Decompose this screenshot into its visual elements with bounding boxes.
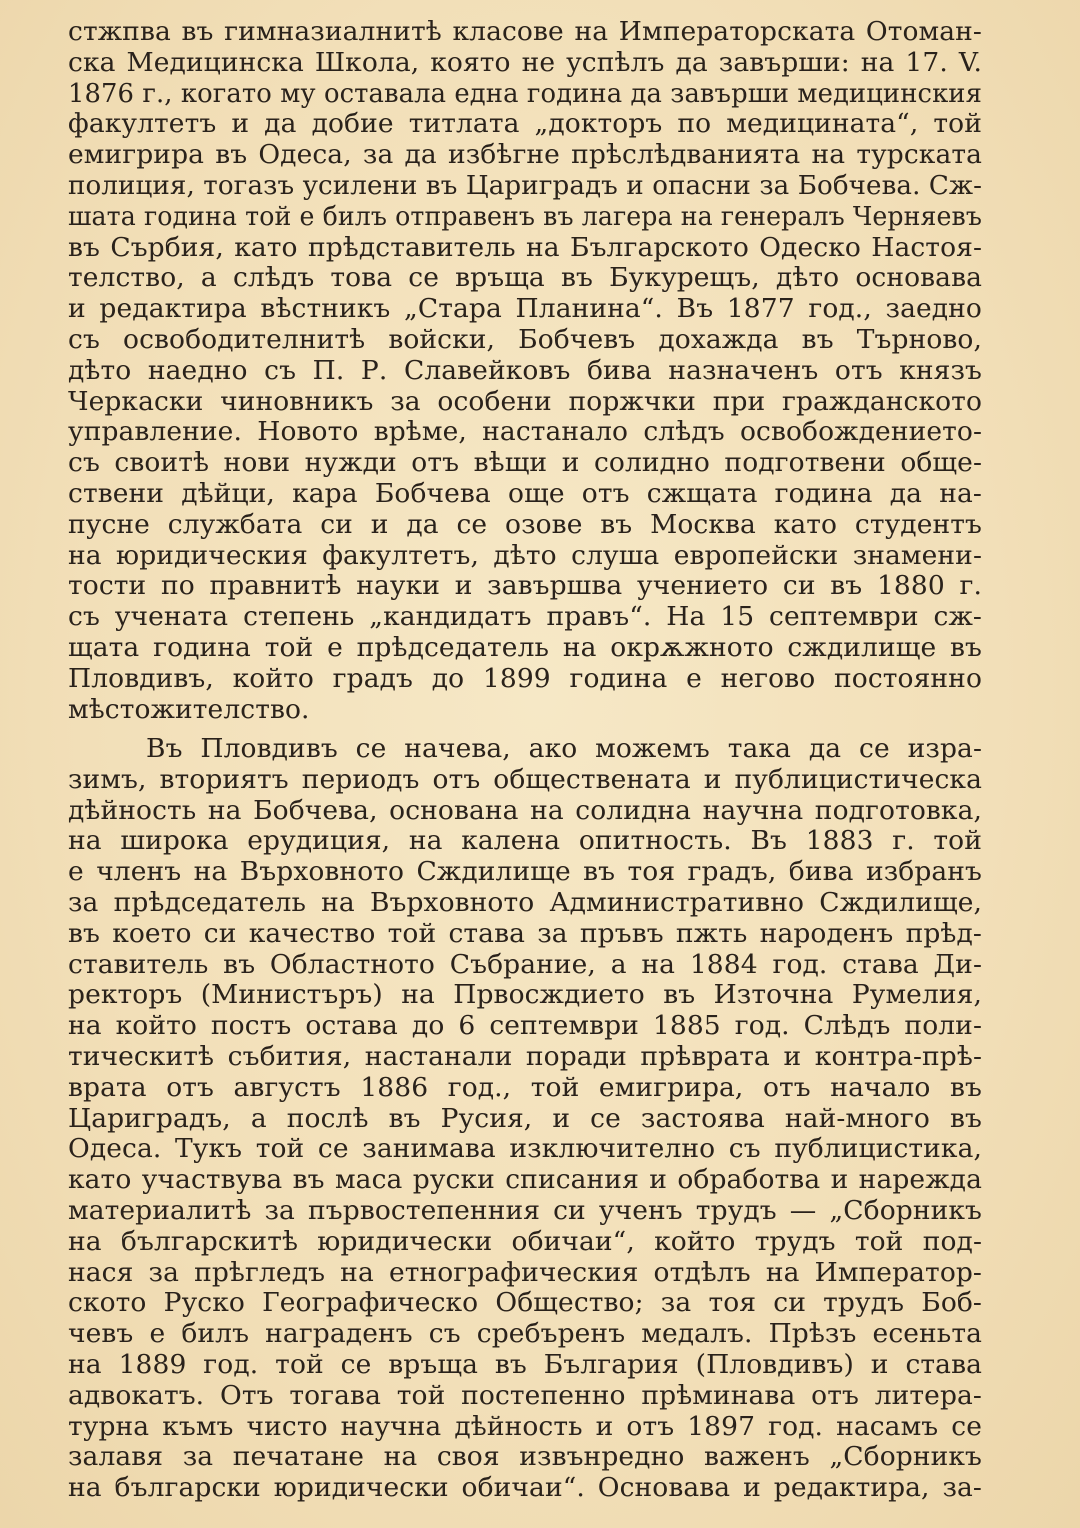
text-line: емигрира въ Одеса, за да избѣгне прѣслѣдванията на турската [68, 139, 982, 171]
text-line: стжпва въ гимназиалнитѣ класове на Императорската Отоман- [68, 16, 982, 47]
text-line: зимъ, вториятъ периодъ отъ обществената и публицистическа [68, 763, 982, 795]
text-line: Цариградъ, а послѣ въ Русия, и се застоява най-много въ [68, 1102, 982, 1134]
text-line: и редактира вѣстникъ „Стара Планина“. Въ 1877 год., заедно [68, 293, 982, 325]
text-line: въ Сърбия, като прѣдставитель на Българското Одеско Настоя- [68, 231, 982, 263]
paragraph-2 [68, 734, 982, 1504]
text-line: като участвува въ маса руски списания и обработва и нарежда [68, 1164, 982, 1196]
text-line: нася за прѣгледъ на етнографическия отдѣлъ на Император- [68, 1256, 982, 1288]
text-line: врата отъ августъ 1886 год., той емигрира, отъ начало въ [68, 1071, 982, 1103]
text-line: съ освободителнитѣ войски, Бобчевъ дохажда въ Търново, [68, 323, 982, 355]
text-line: телство, а слѣдъ това се връща въ Букурещъ, дѣто основава [68, 262, 982, 294]
text-line: управление. Новото врѣме, настанало слѣдъ освобождението- [68, 416, 982, 448]
text-line: дѣто наедно съ П. Р. Славейковъ бива назначенъ отъ князъ [68, 354, 982, 386]
text-line: на българскитѣ юридически обичаи“, който трудъ той под- [68, 1225, 982, 1257]
text-line: Черкаски чиновникъ за особени поржчки при гражданското [68, 385, 982, 417]
text-line: Одеса. Тукъ той се занимава изключително съ публицистика, [68, 1133, 982, 1165]
text-line: съ своитѣ нови нужди отъ вѣщи и солидно подготвени обще- [68, 447, 982, 479]
text-line: факултетъ и да добие титлата „докторъ по медицината“, той [68, 108, 982, 140]
paragraph-1 [68, 17, 982, 725]
text-line: чевъ е билъ награденъ съ сребъренъ медалъ. Прѣзъ есеньта [68, 1318, 982, 1350]
text-line: ска Медицинска Школа, която не успѣлъ да завърши: на 17. V. [68, 46, 982, 78]
text-line: адвокатъ. Отъ тогава той постепенно прѣминава отъ литера- [68, 1379, 982, 1411]
text-line: на широка ерудиция, на калена опитность. Въ 1883 г. той [68, 825, 982, 857]
text-line: тическитѣ събития, настанали поради прѣврата и контра-прѣ- [68, 1040, 982, 1072]
text-line: е членъ на Върховното Сждилище въ тоя градъ, бива избранъ [68, 856, 982, 888]
text-line: на 1889 год. той се връща въ България (Пловдивъ) и става [68, 1348, 982, 1380]
text-line: 1876 г., когато му оставала една година да завърши медицинския [68, 77, 982, 109]
text-line: турна къмъ чисто научна дѣйность и отъ 1897 год. насамъ се [68, 1410, 982, 1442]
text-line: мѣстожителство. [68, 693, 310, 725]
text-line: въ което си качество той става за пръвъ пжть народенъ прѣд- [68, 917, 982, 949]
text-line: съ учената степень „кандидатъ правъ“. На 15 септември сж- [68, 601, 982, 633]
text-line: полиция, тогазъ усилени въ Цариградъ и опасни за Бобчева. Сж- [68, 169, 982, 201]
text-line: на който постъ остава до 6 септември 1885 год. Слѣдъ поли- [68, 1010, 982, 1042]
text-line: ствени дѣйци, кара Бобчева още отъ сжщата година да на- [68, 477, 982, 509]
text-line: Въ Пловдивъ се начева, ако можемъ така да се изра- [146, 733, 982, 764]
text-line: шата година той е билъ отправенъ въ лагера на генералъ Черняевъ [68, 200, 982, 232]
text-line: пусне службата си и да се озове въ Москва като студентъ [68, 508, 982, 540]
text-line: щата година той е прѣдседатель на окрѫжното сждилище въ [68, 631, 982, 663]
text-line: на юридическия факултетъ, дѣто слуша европейски знамени- [68, 539, 982, 571]
text-line: тости по правнитѣ науки и завършва учението си въ 1880 г. [68, 570, 982, 602]
text-line: на български юридически обичаи“. Основава и редактира, за- [68, 1472, 982, 1504]
text-line: дѣйность на Бобчева, основана на солидна научна подготовка, [68, 794, 982, 826]
text-line: за прѣдседатель на Върховното Административно Сждилище, [68, 886, 982, 918]
text-line: залавя за печатане на своя извънредно важенъ „Сборникъ [68, 1441, 982, 1473]
text-line: ското Руско Географическо Общество; за тоя си трудъ Боб- [68, 1287, 982, 1319]
text-line: материалитѣ за първостепенния си ученъ трудъ — „Сборникъ [68, 1194, 982, 1226]
text-line: Пловдивъ, който градъ до 1899 година е негово постоянно [68, 662, 982, 694]
text-line: ставитель въ Областното Събрание, а на 1884 год. става Ди- [68, 948, 982, 980]
text-line: ректоръ (Министъръ) на Првосждието въ Източна Румелия, [68, 979, 982, 1011]
